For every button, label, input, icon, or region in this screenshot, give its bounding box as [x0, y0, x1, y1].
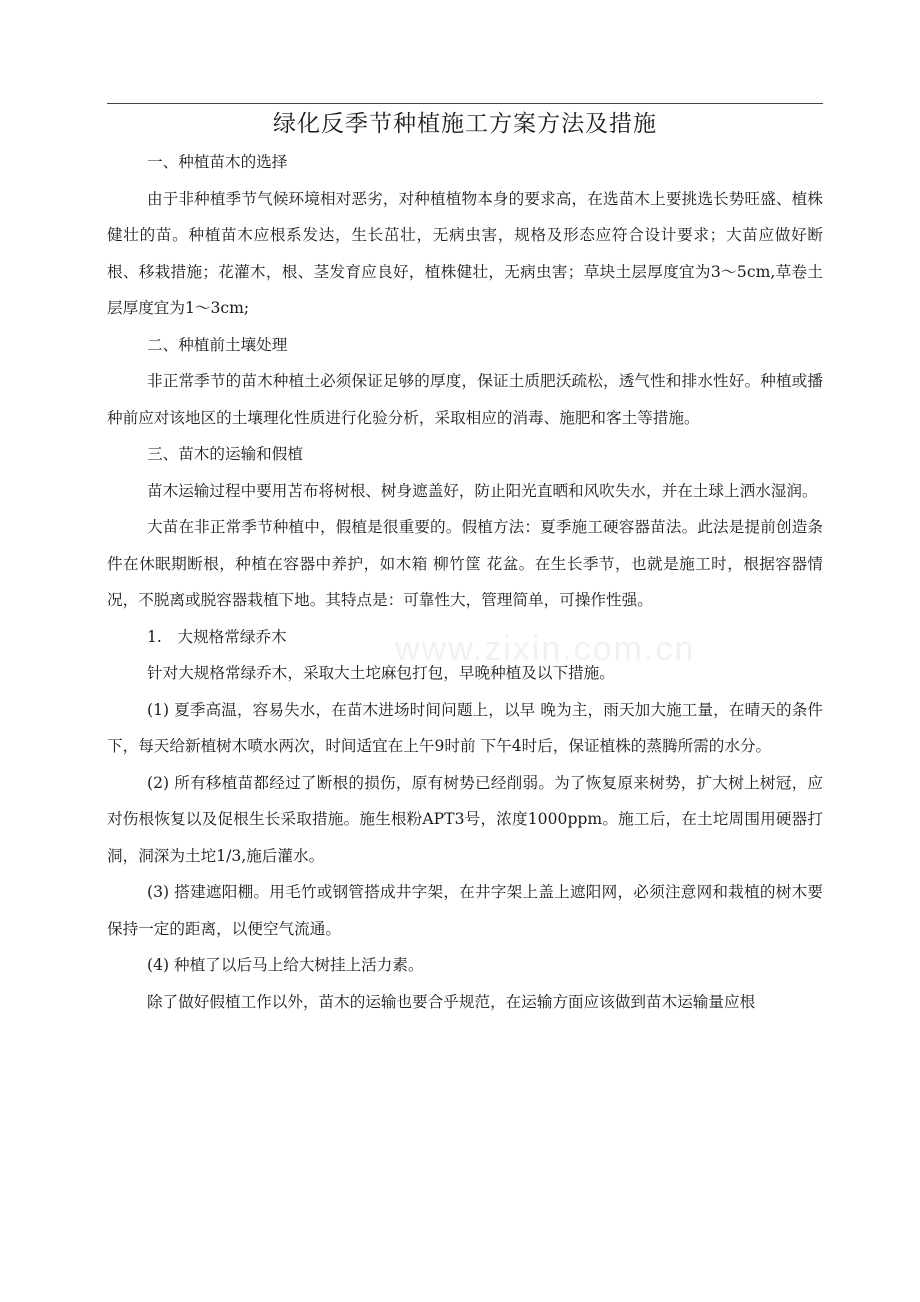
list-item-paragraph: (2) 所有移植苗都经过了断根的损伤，原有树势已经削弱。为了恢复原来树势，扩大树上树冠，应对伤根恢复以及促根生长采取措施。施生根粉APT3号，浓度1000ppm。施工后，在土坨周围用硬器打洞，洞深为土坨1/3,施后灌水。 — [107, 773, 823, 865]
paragraph: 除了做好假植工作以外，苗木的运输也要合乎规范，在运输方面应该做到苗木运输量应根 — [147, 992, 756, 1011]
paragraph: 大苗在非正常季节种植中，假植是很重要的。假植方法：夏季施工硬容器苗法。此法是提前创造条件在休眠期断根，种植在容器中养护，如木箱 柳竹筐 花盆。在生长季节，也就是施工时，根据容器情况，不脱离或脱容器栽植下地。其特点是：可靠性大，管理简单，可操作性强。 — [107, 518, 823, 609]
paragraph: 苗木运输过程中要用苫布将树根、树身遮盖好，防止阳光直晒和风吹失水，并在土球上洒水湿润。 — [147, 481, 818, 500]
list-item-paragraph: (1) 夏季高温，容易失水，在苗木进场时间问题上，以早 晚为主，雨天加大施工量，在晴天的条件下，每天给新植树木喷水两次，时间适宜在上午9时前 下午4时后，保证植株的蒸腾所需的水分。 — [107, 700, 823, 755]
paragraph: 由于非种植季节气候环境相对恶劣，对种植植物本身的要求高，在选苗木上要挑选长势旺盛、植株健壮的苗。种植苗木应根系发达，生长茁壮，无病虫害，规格及形态应符合设计要求；大苗应做好断根、移栽措施；花灌木，根、茎发育应良好，植株健壮，无病虫害；草块土层厚度宜为3～5cm,草卷土层厚度宜为1～3cm; — [107, 189, 823, 317]
paragraph: 非正常季节的苗木种植土必须保证足够的厚度，保证土质肥沃疏松，透气性和排水性好。种植或播种前应对该地区的土壤理化性质进行化验分析，采取相应的消毒、施肥和客土等措施。 — [107, 372, 823, 427]
document-title: 绿化反季节种植施工方案方法及措施 — [273, 111, 657, 137]
watermark: www.zixin.com.cn — [395, 630, 696, 668]
subsection-heading: 1. 大规格常绿乔木 — [147, 627, 287, 646]
document-page — [107, 104, 823, 1020]
list-item-paragraph: (3) 搭建遮阳棚。用毛竹或钢管搭成井字架，在井字架上盖上遮阳网，必须注意网和栽植的树木要保持一定的距离，以便空气流通。 — [107, 883, 823, 938]
section-heading: 二、种植前土壤处理 — [147, 335, 288, 354]
list-item-paragraph: (4) 种植了以后马上给大树挂上活力素。 — [147, 956, 424, 974]
section-heading: 一、种植苗木的选择 — [147, 153, 288, 171]
section-heading: 三、苗木的运输和假植 — [147, 445, 303, 463]
paragraph: 针对大规格常绿乔木，采取大土坨麻包打包，早晚种植及以下措施。 — [147, 664, 615, 682]
